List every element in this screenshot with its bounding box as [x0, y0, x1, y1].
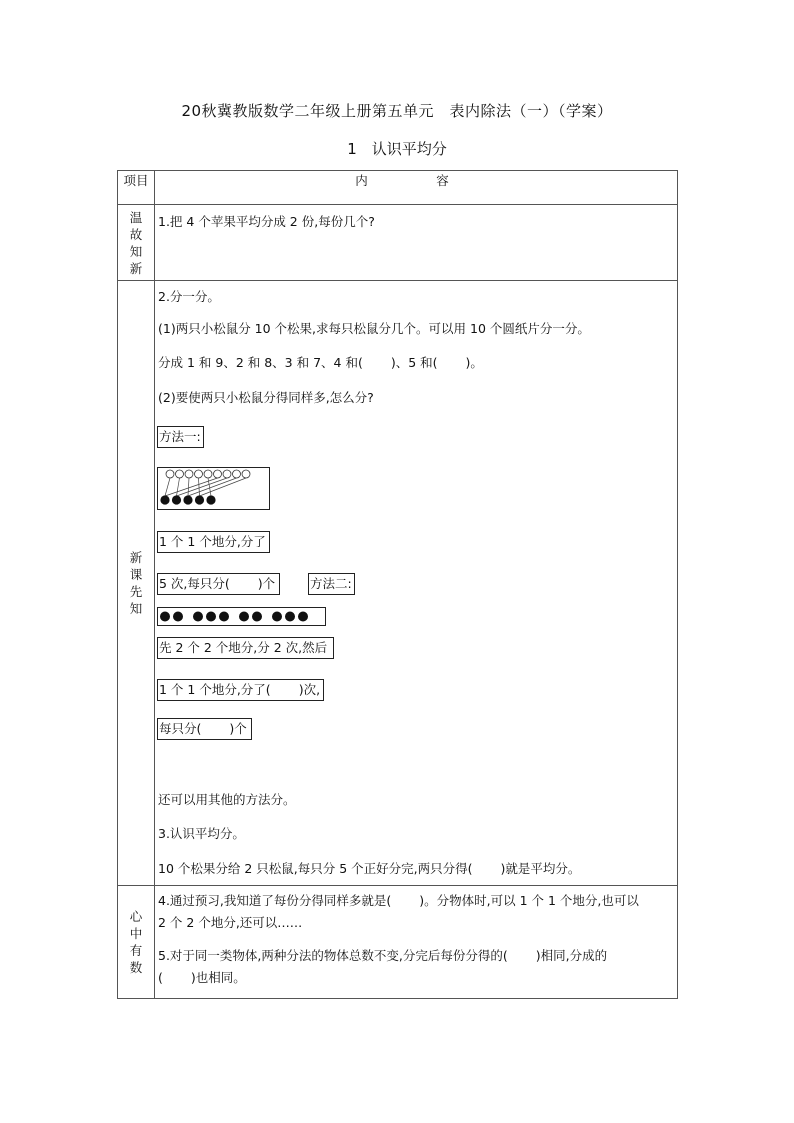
open-circle: [185, 470, 193, 478]
lesson-title: 1 认识平均分: [347, 140, 447, 158]
open-circle: [204, 470, 212, 478]
review-label: 温故知新: [129, 210, 143, 276]
study-sheet-table: [117, 170, 678, 999]
method-2-line-2b: )次,: [298, 682, 321, 697]
method-1-line-2a: 5 次,每只分(: [159, 576, 230, 591]
method-2-label: 方法二:: [308, 573, 355, 595]
connector-line: [177, 478, 228, 496]
connector-line: [199, 478, 200, 496]
method-1-label: 方法一:: [157, 426, 204, 448]
connector-line: [188, 478, 189, 496]
dot: [298, 612, 308, 622]
review-content: [155, 205, 678, 281]
method-2-line-3a: 每只分(: [159, 721, 202, 736]
q5-text-b: )相同,分成的: [535, 948, 608, 963]
question-2-split: [158, 353, 483, 371]
review-row: [118, 205, 678, 281]
q5-text-a: 5.对于同一类物体,两种分法的物体总数不变,分完后每份分得的(: [158, 948, 508, 963]
filled-circle: [160, 495, 169, 504]
filled-circle: [172, 495, 181, 504]
method-1-lines: [165, 478, 246, 496]
method-2-line-3b: )个: [229, 721, 247, 736]
reflection-row: [118, 886, 678, 999]
method-1-line-2b: )个: [257, 576, 276, 591]
dot: [206, 612, 216, 622]
open-circle: [195, 470, 203, 478]
dot: [160, 612, 170, 622]
open-circle: [214, 470, 222, 478]
method-2-line-2a: 1 个 1 个地分,分了(: [159, 682, 271, 697]
new-lesson-row: [118, 281, 678, 886]
question-4-line-1: [158, 891, 639, 909]
question-5-line-1: [158, 946, 607, 964]
question-4-line-2: 2 个 2 个地分,还可以……: [158, 915, 303, 930]
question-3-text: [158, 859, 580, 877]
filled-circle: [183, 495, 192, 504]
method-2-line-3: [157, 718, 252, 740]
method-1-filled-circles: [160, 495, 215, 504]
dot: [285, 612, 295, 622]
method-2-line-1: 先 2 个 2 个地分,分 2 次,然后: [157, 637, 334, 659]
dot: [252, 612, 262, 622]
method-1-line-2: [157, 573, 280, 595]
open-circle: [242, 470, 250, 478]
header-item: 项目: [118, 171, 155, 205]
question-2-part-1: (1)两只小松鼠分 10 个松果,求每只松鼠分几个。可以用 10 个圆纸片分一分。: [158, 321, 590, 336]
other-methods: 还可以用其他的方法分。: [158, 792, 296, 807]
new-lesson-content: [155, 281, 678, 886]
header-content: 内 容: [155, 171, 678, 205]
method-2-line-2: [157, 679, 324, 701]
method-2-diagram: [157, 607, 327, 627]
filled-circle: [206, 495, 215, 504]
split-text-a: 分成 1 和 9、2 和 8、3 和 7、4 和(: [158, 355, 363, 370]
question-3-title: 3.认识平均分。: [158, 826, 245, 841]
connector-line: [177, 478, 180, 496]
question-5-line-2: [158, 968, 246, 986]
q4-text-b: )。分物体时,可以 1 个 1 个地分,也可以: [419, 893, 639, 908]
open-circle: [233, 470, 241, 478]
question-2-part-2: (2)要使两只小松鼠分得同样多,怎么分?: [158, 390, 374, 405]
reflection-content: [155, 886, 678, 999]
method-2-dots: [160, 612, 308, 622]
split-text-b: )、5 和(: [390, 355, 438, 370]
q3-text-a: 10 个松果分给 2 只松鼠,每只分 5 个正好分完,两只分得(: [158, 861, 473, 876]
review-label-cell: [118, 205, 155, 281]
dot: [193, 612, 203, 622]
filled-circle: [195, 495, 204, 504]
dot: [173, 612, 183, 622]
q5-text-d: )也相同。: [190, 970, 246, 985]
reflection-label-cell: [118, 886, 155, 999]
method-1-line-1: 1 个 1 个地分,分了: [157, 531, 270, 553]
dot: [272, 612, 282, 622]
document-title: 20秋冀教版数学二年级上册第五单元 表内除法（一）（学案）: [181, 102, 613, 120]
method-1-diagram: [157, 467, 271, 511]
q4-text-a: 4.通过预习,我知道了每份分得同样多就是(: [158, 893, 392, 908]
split-text-c: )。: [465, 355, 483, 370]
q3-text-b: )就是平均分。: [500, 861, 581, 876]
connector-line: [165, 478, 170, 496]
dot: [219, 612, 229, 622]
dot: [239, 612, 249, 622]
question-1: 1.把 4 个苹果平均分成 2 份,每份几个?: [158, 214, 375, 229]
open-circle: [223, 470, 231, 478]
connector-line: [188, 478, 237, 496]
reflection-label: 心中有数: [129, 909, 143, 975]
table-header-row: [118, 171, 678, 205]
question-2-title: 2.分一分。: [158, 289, 220, 304]
new-lesson-label: 新课先知: [129, 550, 143, 616]
open-circle: [166, 470, 174, 478]
q5-text-c: (: [158, 970, 163, 985]
open-circle: [176, 470, 184, 478]
connector-line: [200, 478, 247, 496]
new-lesson-label-cell: [118, 281, 155, 886]
method-1-open-circles: [166, 470, 250, 478]
